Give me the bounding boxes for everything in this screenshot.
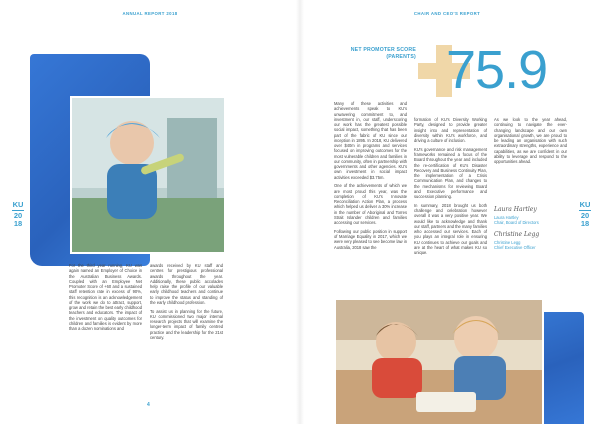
right-page-column-3 xyxy=(494,117,567,168)
signatory-name: Laura Hartley xyxy=(494,215,519,220)
children-learning-photo xyxy=(334,298,544,424)
left-page-column-1 xyxy=(69,263,142,335)
signature-image: Christine Legg xyxy=(494,231,540,238)
child-playing-image xyxy=(72,98,224,252)
side-label-right xyxy=(577,201,593,228)
side-label-20: 20 xyxy=(13,211,23,220)
right-page-paragraph: KU's governance and risk management frameworks remained a focus of the Board throughout the year and included the re-certification of KU's Disaster Recovery and Business Continuity Plan, the implementation of a Crisis Communication Plan, and changes to the mechanisms for reviewing Board and Executive performance and succession planning. xyxy=(414,146,487,199)
right-page-paragraph: Many of these activities and achievements speak to KU's unwavering commitment to, and investment in, our staff, underscoring our work has the greatest possible social impact, something that has been part of the fabric of KU since our inception in 1895. In 2018, KU delivered over $40m in programs and services focused on improving outcomes for the most vulnerable children and families in our community, often in partnership with governments and other agencies. KU's own investment in social impact activities exceeded $3.75m. xyxy=(334,101,407,180)
side-label-ku: KU xyxy=(579,200,591,209)
signature-block-chair xyxy=(494,206,569,225)
side-label-ku: KU xyxy=(12,200,24,209)
metric-value: 75.9 xyxy=(446,40,548,100)
side-label-left xyxy=(10,201,26,228)
signatory-title: Chair, Board of Directors xyxy=(494,220,539,226)
metric-label xyxy=(330,47,416,60)
left-page-paragraph: To assist us in planning for the future, KU commissioned two major internal research projects that will examine the longer-term impact of family centred practice and the leadership for the 21st century. xyxy=(150,308,223,340)
side-label-18: 18 xyxy=(580,219,590,228)
child-photo xyxy=(70,96,226,254)
page-number: 4 xyxy=(147,402,150,408)
metric-label-line2: (PARENTS) xyxy=(386,53,416,60)
side-label-18: 18 xyxy=(13,219,23,228)
right-page-paragraph: Following our public position in support of Marriage Equality in 2017, which we were very pleased to see become law in Australia, 2018 saw the xyxy=(334,228,407,250)
right-page-paragraph: formation of KU's Diversity Working Party, designed to provide greater insight into and representation of diversity within KU's workforce, and driving a culture of inclusion. xyxy=(414,117,487,143)
signature-block-ceo xyxy=(494,231,569,250)
right-page-column-1 xyxy=(334,101,407,253)
page-spine xyxy=(296,0,304,424)
metric-label-line1: NET PROMOTER SCORE xyxy=(350,47,416,53)
left-page-paragraph: awards received by KU staff and centres for prestigious professional awards throughout the year. Additionally, these public accolades help raise the profile of our valuable early childhood teachers and continue to improve the status and standing of the early childhood profession. xyxy=(150,263,223,305)
signatory-name: Christine Legg xyxy=(494,240,521,245)
signatory-title: Chief Executive Officer xyxy=(494,245,536,251)
right-page-paragraph: In summary, 2018 brought us both challenge and celebration however overall it was a very positive year. We would like to acknowledge and thank our staff, partners and the many families who accessed our services. Each of you plays an integral role in ensuring KU continues to achieve our goals and are at the heart of what makes KU so unique. xyxy=(414,202,487,255)
side-label-20: 20 xyxy=(580,211,590,220)
left-page-column-2 xyxy=(150,263,223,344)
right-page-paragraph: One of the achievements of which we are most proud this year, was the completion of KU's Innovate Reconciliation Action Plan, a process which helped us deliver a 30% increase in the number of Aboriginal and Torres Strait Islander children and families accessing our services. xyxy=(334,183,407,225)
right-page-paragraph: As we look to the year ahead, continuing to navigate the ever-changing landscape and our own organisational growth, we are proud to be leading an organisation with such extraordinary strengths, experience and capabilities, as we are confident in our ability to leverage and respond to the opportunities ahead. xyxy=(494,117,567,164)
signature-image: Laura Hartley xyxy=(494,206,537,213)
right-page-column-2 xyxy=(414,117,487,259)
header-left: ANNUAL REPORT 2018 xyxy=(122,11,178,16)
children-learning-image xyxy=(336,300,542,424)
left-page-paragraph: For the third year running, KU was again named an Employer of Choice in the Australian Business Awards. Coupled with an Employee Net Promoter Score of +60 and a sustained staff retention rate in excess of 90%, this recognition is an acknowledgement of the work we do to attract, support, grow and retain the best early childhood teachers and educators. The impact of the investment on quality outcomes for children and families is evident by more than a dozen nominations and xyxy=(69,263,142,331)
header-right: CHAIR AND CEO'S REPORT xyxy=(413,11,481,16)
